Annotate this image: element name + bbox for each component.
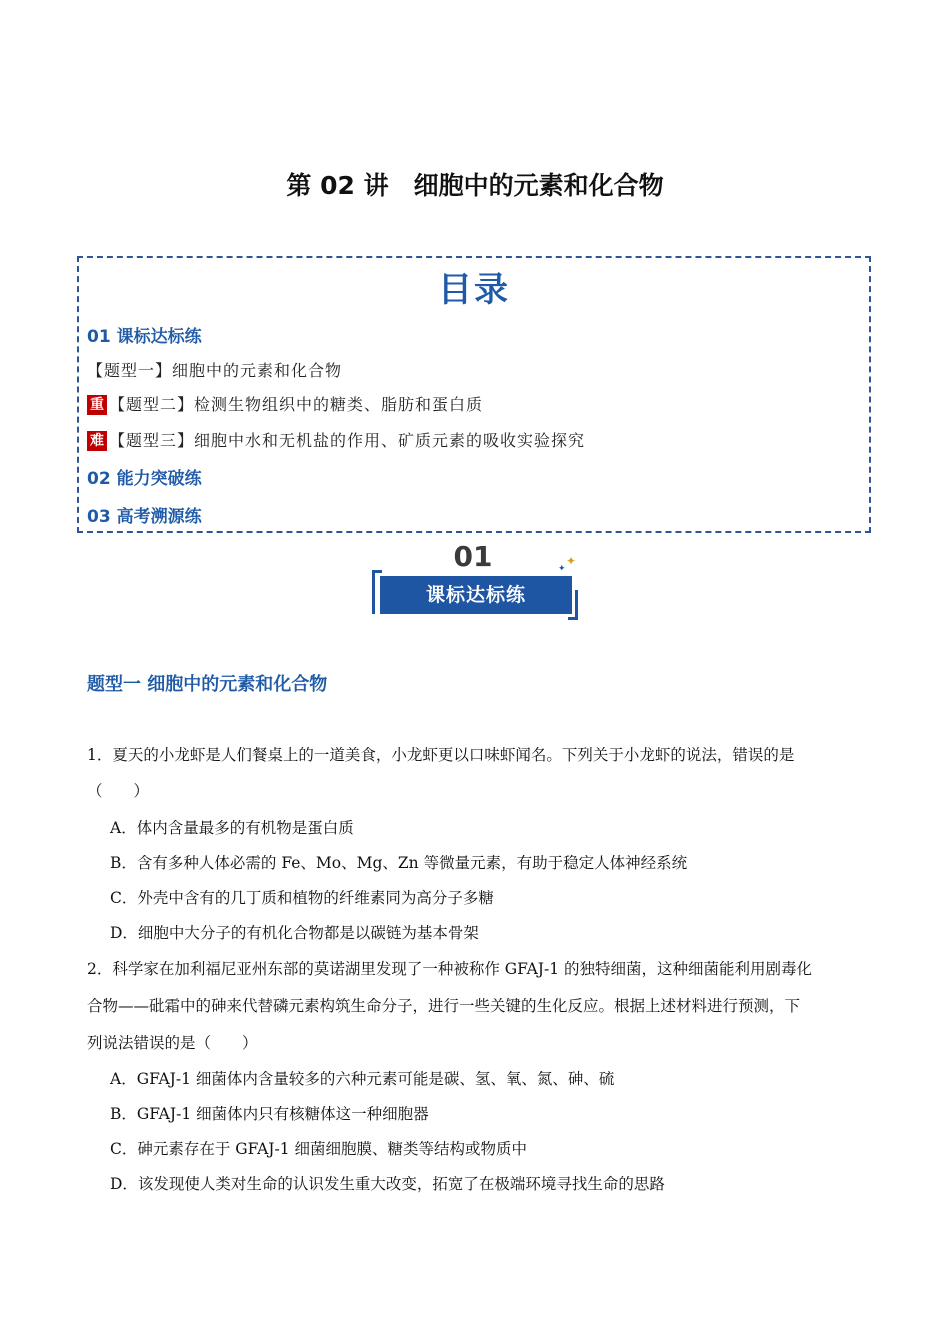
page-title: 第 02 讲 细胞中的元素和化合物 [286, 171, 664, 200]
q1-option-b: B．含有多种人体必需的 Fe、Mo、Mg、Zn 等微量元素，有助于稳定人体神经系统 [110, 854, 688, 872]
sparkle-icon-small: ✦ [558, 564, 566, 574]
q2-option-a: A．GFAJ-1 细菌体内含量较多的六种元素可能是碳、氢、氧、氮、砷、硫 [110, 1070, 615, 1088]
q2-option-d: D．该发现使人类对生命的认识发生重大改变，拓宽了在极端环境寻找生命的思路 [110, 1175, 665, 1193]
q2-option-b: B．GFAJ-1 细菌体内只有核糖体这一种细胞器 [110, 1105, 429, 1123]
toc-item-type-2-label: 【题型二】检测生物组织中的糖类、脂肪和蛋白质 [109, 395, 484, 414]
section-banner [370, 540, 580, 622]
toc-section-3[interactable]: 03 高考溯源练 [87, 507, 202, 527]
difficult-badge: 难 [87, 431, 107, 451]
toc-item-type-2[interactable] [87, 392, 483, 415]
toc-item-type-3[interactable] [87, 428, 585, 451]
table-of-contents [77, 256, 871, 533]
banner-label: 课标达标练 [380, 576, 572, 614]
q2-stem-line-2: 合物——砒霜中的砷来代替磷元素构筑生命分子，进行一些关键的生化反应。根据上述材料进行预测，下 [87, 997, 801, 1015]
q2-stem-line-1: 2．科学家在加利福尼亚州东部的莫诺湖里发现了一种被称作 GFAJ-1 的独特细菌，这种细菌能利用剧毒化 [87, 960, 813, 978]
question-type-heading: 题型一 细胞中的元素和化合物 [87, 674, 328, 695]
q2-stem-line-3: 列说法错误的是（ ） [87, 1034, 258, 1052]
q1-stem-line-2: （ ） [87, 782, 150, 800]
q1-stem-line-1: 1．夏天的小龙虾是人们餐桌上的一道美食，小龙虾更以口味虾闻名。下列关于小龙虾的说法，错误的是 [87, 746, 795, 764]
q1-option-c: C．外壳中含有的几丁质和植物的纤维素同为高分子多糖 [110, 889, 494, 907]
toc-item-type-1[interactable]: 【题型一】细胞中的元素和化合物 [87, 361, 343, 380]
q2-option-c: C．砷元素存在于 GFAJ-1 细菌细胞膜、糖类等结构或物质中 [110, 1140, 528, 1158]
toc-section-1[interactable]: 01 课标达标练 [87, 327, 202, 347]
q1-option-a: A．体内含量最多的有机物是蛋白质 [110, 819, 354, 837]
toc-section-2[interactable]: 02 能力突破练 [87, 469, 202, 489]
q1-option-d: D．细胞中大分子的有机化合物都是以碳链为基本骨架 [110, 924, 479, 942]
banner-number: 01 [453, 540, 493, 573]
toc-item-type-3-label: 【题型三】细胞中水和无机盐的作用、矿质元素的吸收实验探究 [109, 431, 586, 450]
toc-heading: 目录 [438, 270, 510, 310]
sparkle-icon: ✦ [566, 554, 577, 568]
key-badge: 重 [87, 395, 107, 415]
